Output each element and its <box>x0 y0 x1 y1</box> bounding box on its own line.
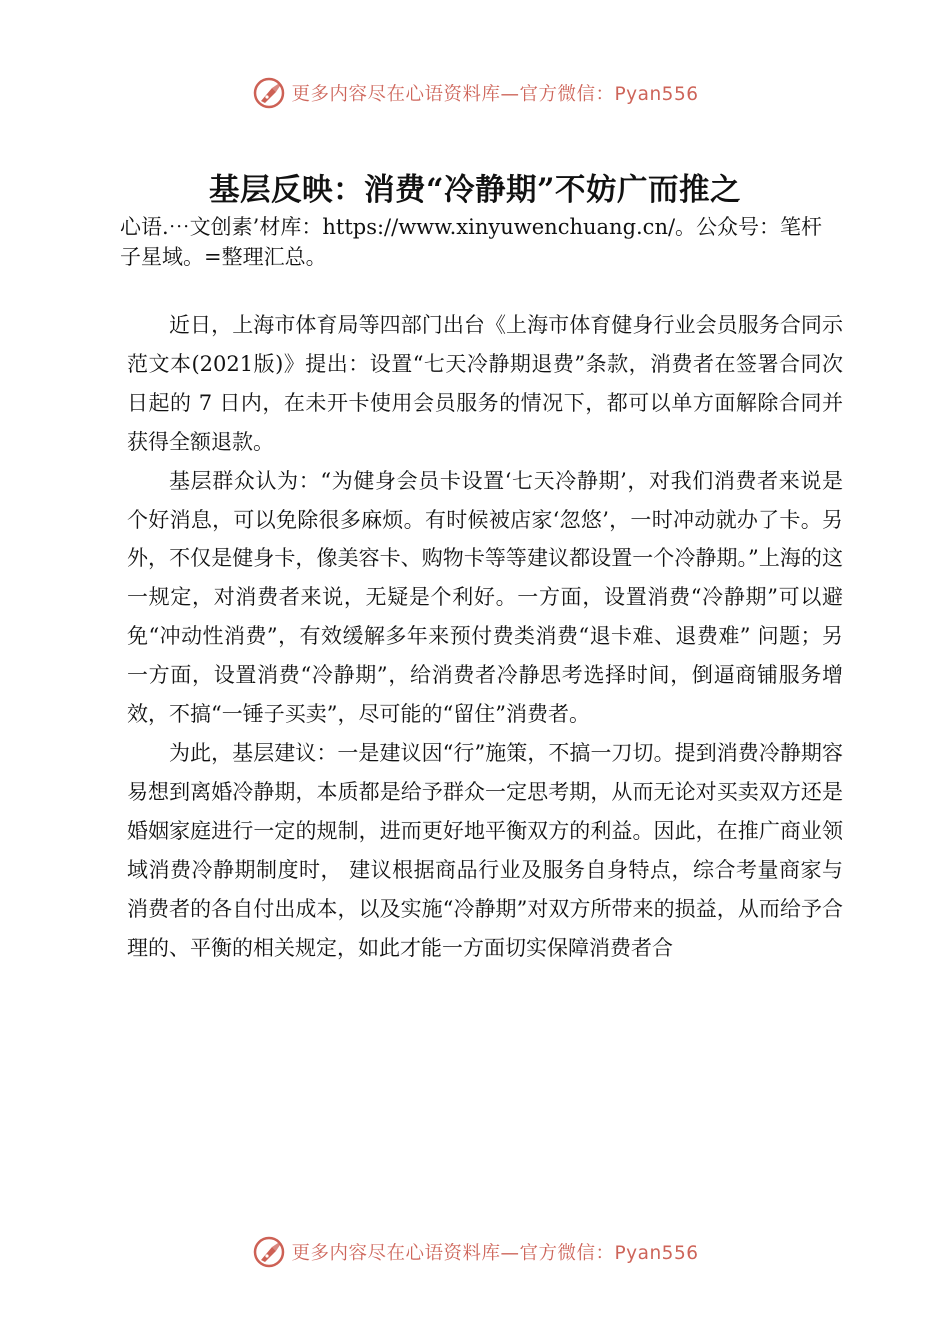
paragraph: 近日，上海市体育局等四部门出台《上海市体育健身行业会员服务合同示范文本(2021版)》提出：设置“七天冷静期退费”条款，消费者在签署合同次日起的 7 日内，在未开卡使用会员服务的情况下，都可以单方面解除合同并获得全额退款。 <box>127 313 843 454</box>
paragraph: 基层群众认为：“为健身会员卡设置‘七天冷静期’，对我们消费者来说是个好消息，可以免除很多麻烦。有时候被店家‘忽悠’，一时冲动就办了卡。另外，不仅是健身卡，像美容卡、购物卡等等建议都设置一个冷静期。”上海的这一规定，对消费者来说，无疑是个利好。一方面，设置消费“冷静期”可以避免“冲动性消费”，有效缓解多年来预付费类消费“退卡难、退费难” 问题；另一方面，设置消费“冷静期”，给消费者冷静思考选择时间，倒逼商铺服务增效，不搞“一锤子买卖”，尽可能的“留住”消费者。 <box>127 468 843 727</box>
pen-nib-circle-icon <box>252 1235 286 1269</box>
watermark-text: 更多内容尽在心语资料库—官方微信：Pyan556 <box>291 84 699 105</box>
footer-watermark <box>0 1232 950 1272</box>
article-body <box>127 306 843 967</box>
paragraph: 为此，基层建议：一是建议因“行”施策，不搞一刀切。提到消费冷静期容易想到离婚冷静期，本质都是给予群众一定思考期，从而无论对买卖双方还是婚姻家庭进行一定的规制，进而更好地平衡双方的利益。因此，在推广商业领域消费冷静期制度时， 建议根据商品行业及服务自身特点，综合考量商家与消费者的各自付出成本，以及实施“冷静期”对双方所带来的损益，从而给予合理的、平衡的相关规定，如此才能一方面切实保障消费者合 <box>127 740 843 960</box>
pen-nib-circle-icon <box>252 76 286 110</box>
source-line: 心语.⋯文创素’材库：https://www.xinyuwenchuang.cn/。公众号：笔杆子星域。=整理汇总。 <box>120 215 823 269</box>
page-title: 基层反映：消费“冷静期”不妨广而推之 <box>208 172 742 208</box>
header-watermark <box>0 73 950 113</box>
watermark-text: 更多内容尽在心语资料库—官方微信：Pyan556 <box>291 1243 699 1264</box>
